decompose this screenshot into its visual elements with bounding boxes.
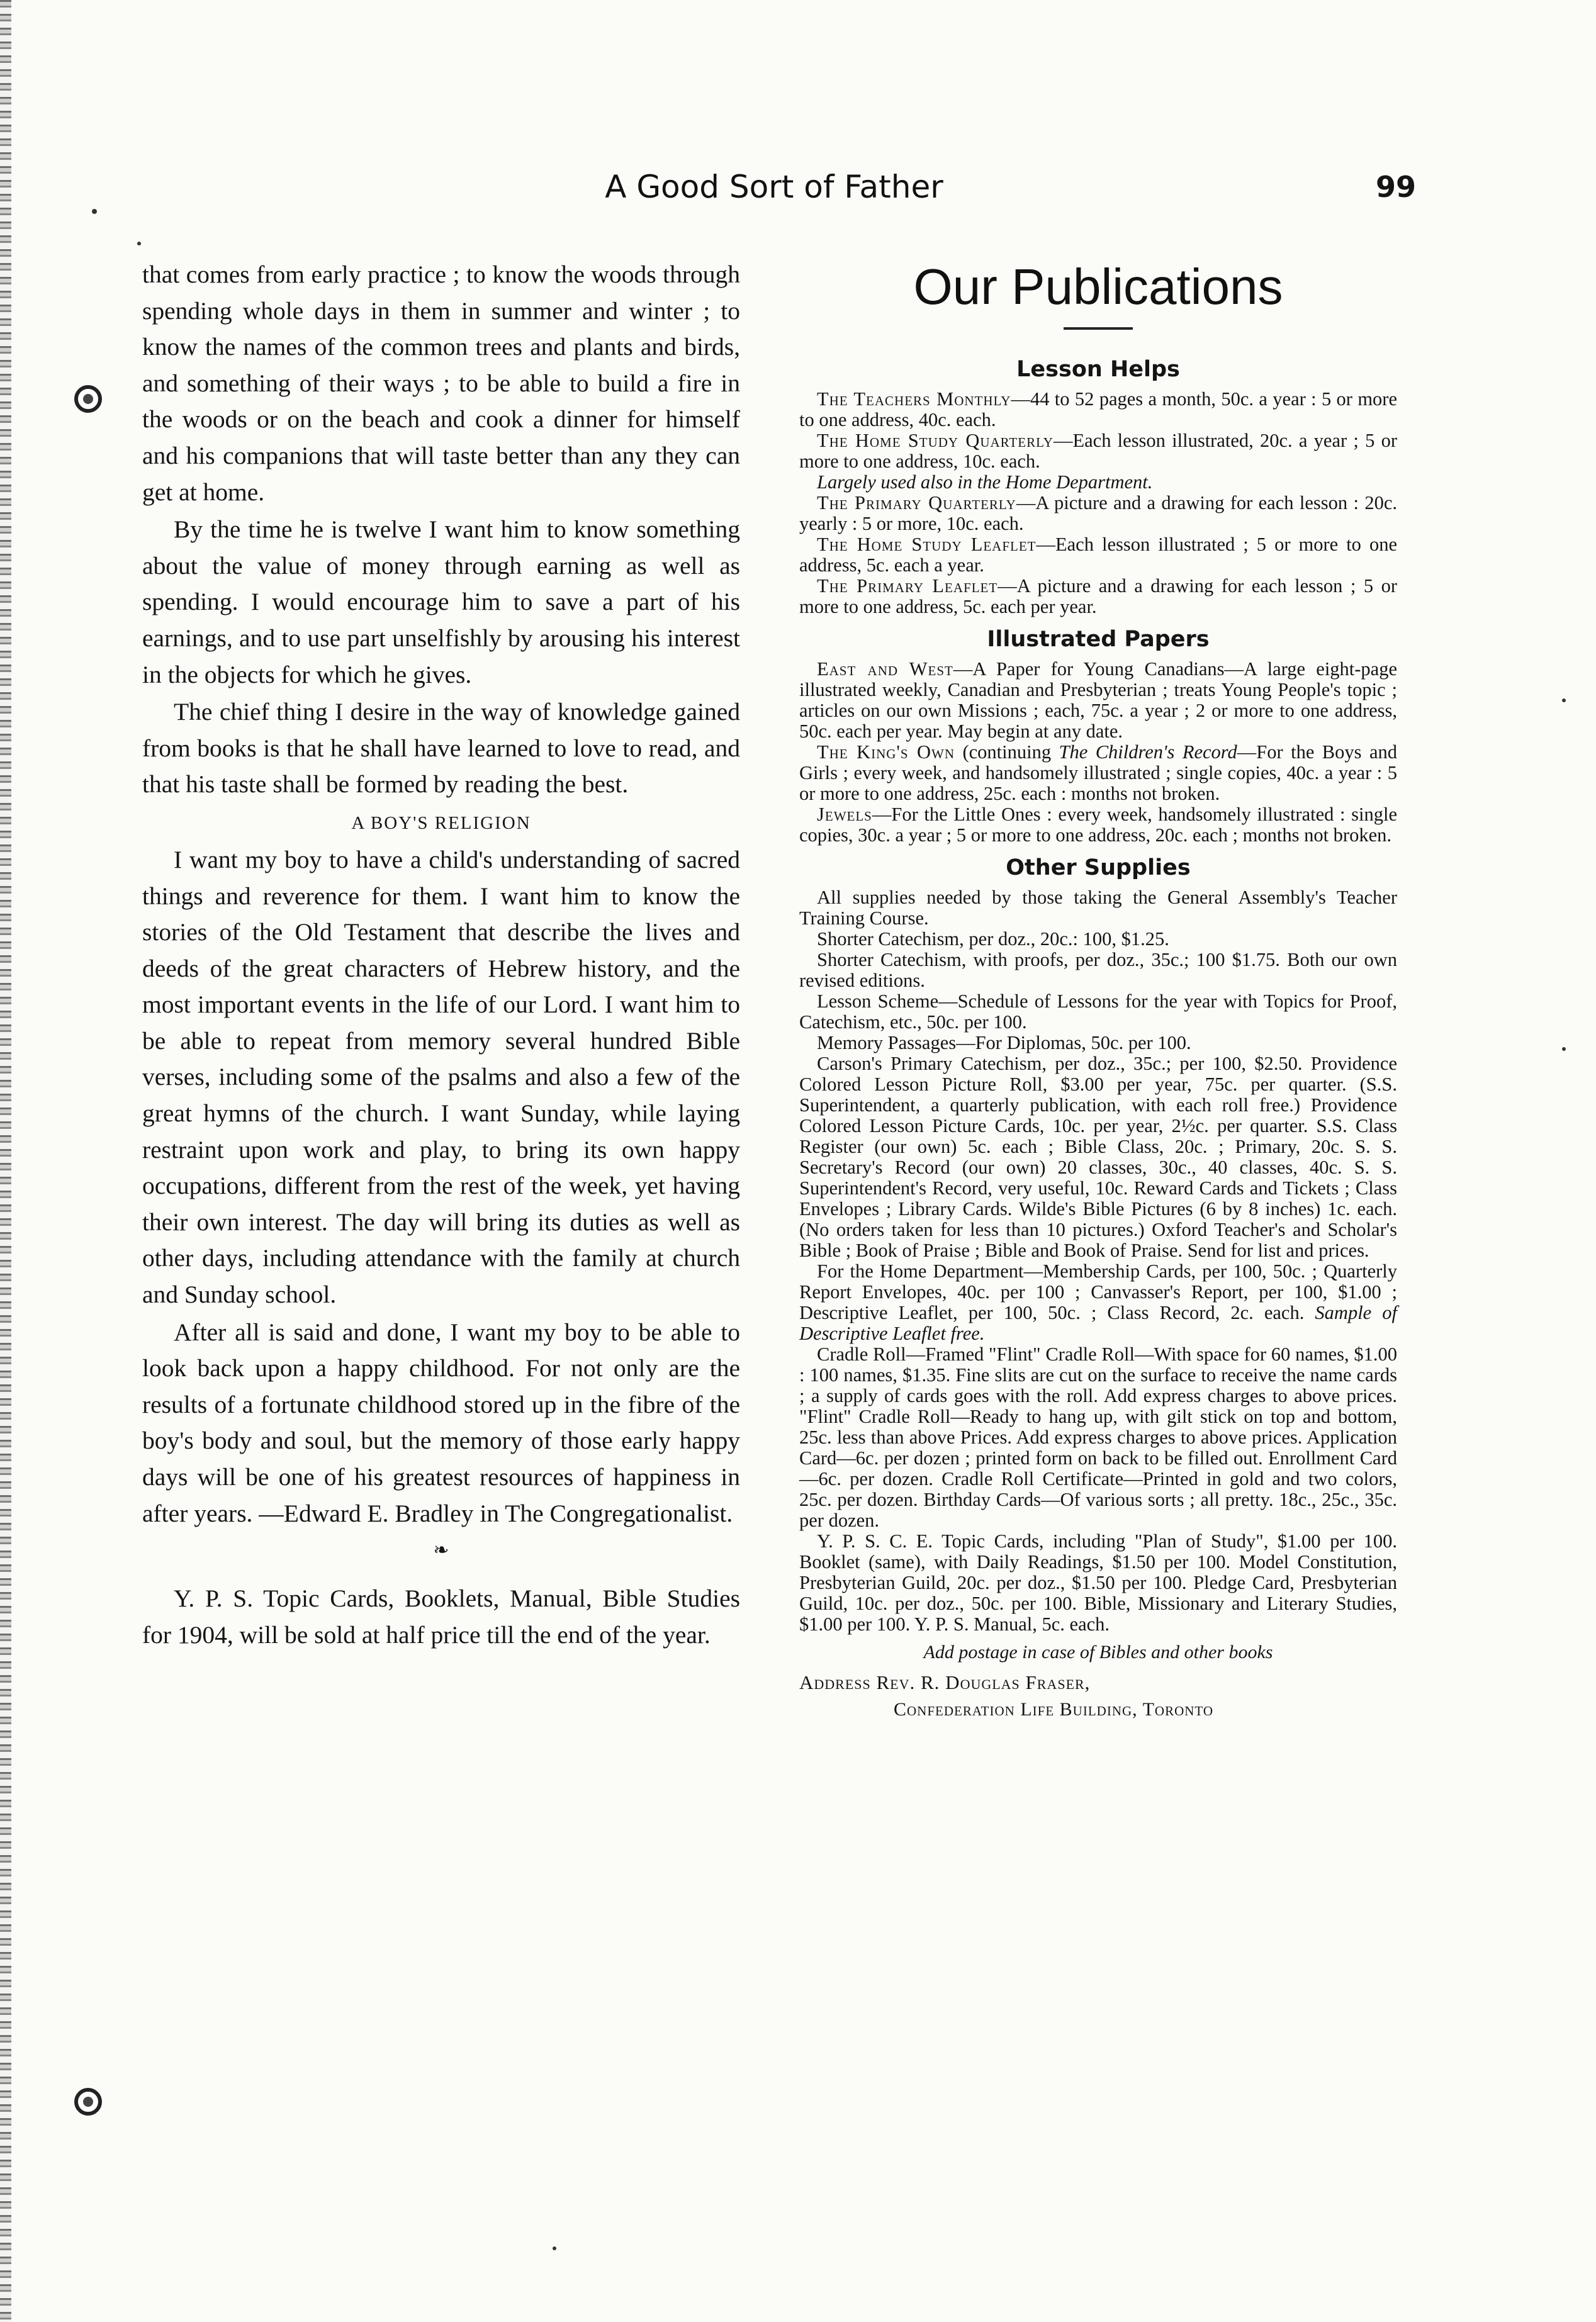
section-subheading: A BOY'S RELIGION: [351, 812, 531, 833]
ink-speck: [92, 209, 97, 214]
publication-entry: The Primary Quarterly—A picture and a drawing for each lesson : 20c. yearly : 5 or more, 10c. each.: [799, 492, 1397, 534]
publication-entry: The Home Study Leaflet—Each lesson illustrated ; 5 or more to one address, 5c. each a year.: [799, 534, 1397, 576]
paragraph: The chief thing I desire in the way of knowledge gained from books is that he shall have learned to love to read, and that his taste shall be formed by reading the best.: [142, 698, 740, 799]
article-column: [142, 257, 740, 1653]
postage-note: Add postage in case of Bibles and other books: [923, 1642, 1273, 1663]
address-line: Address Rev. R. Douglas Fraser,: [799, 1671, 1091, 1693]
supply-entry: Y. P. S. C. E. Topic Cards, including "Plan of Study", $1.00 per 100. Booklet (same), with Daily Readings, $1.50 per 100. Model Constitution, Presbyterian Guild, 20c. per doz., $1.50 per 100. Pledge Card, Presbyterian Guild, 10c. per doz., 50c. per 100. Bible, Missionary and Literary Studies, $1.00 per 100. Y. P. S. Manual, 5c. each.: [799, 1530, 1397, 1635]
publication-entry: The Teachers Monthly—44 to 52 pages a month, 50c. a year : 5 or more to one address, 40c. each.: [799, 388, 1397, 430]
paragraph: By the time he is twelve I want him to know something about the value of money through earning as well as spending. I would encourage him to save a part of his earnings, and to use part unselfishly by arousing his interest in the objects for which he gives.: [142, 515, 740, 688]
section-heading-other-supplies: Other Supplies: [1006, 855, 1191, 880]
address-line: Confederation Life Building, Toronto: [894, 1699, 1214, 1720]
section-heading-illustrated-papers: Illustrated Papers: [987, 627, 1210, 652]
supply-entry: Cradle Roll—Framed "Flint" Cradle Roll—With space for 60 names, $1.00 : 100 names, $1.35. Fine slits are cut on the surface to receive the name cards ; a supply of cards goes with the roll. Add express charges to above prices. "Flint" Cradle Roll—Ready to hang up, with gilt stick on top and bottom, 25c. less than above Prices. Add express charges to above prices. Application Card—6c. per dozen ; printed form on back to be filled out. Enrollment Card—6c. per dozen. Cradle Roll Certificate—Printed in gold and two colors, 25c. per dozen. Birthday Cards—Of various sorts ; all pretty. 18c., 25c., 35c. per dozen.: [799, 1343, 1397, 1531]
publications-advertisement: [799, 257, 1397, 1723]
ink-speck: [1562, 1047, 1566, 1051]
supply-entry: Shorter Catechism, per doz., 20c.: 100, $1.25.: [817, 928, 1169, 950]
notice-paragraph: Y. P. S. Topic Cards, Booklets, Manual, Bible Studies for 1904, will be sold at half price till the end of the year.: [142, 1584, 740, 1649]
publication-entry: Jewels—For the Little Ones : every week, handsomely illustrated : single copies, 30c. a year ; 5 or more to one address, 20c. each ; months not broken.: [799, 804, 1397, 846]
supply-entry: Shorter Catechism, with proofs, per doz., 35c.; 100 $1.75. Both our own revised editions.: [799, 949, 1397, 991]
title-rule: [1064, 327, 1133, 330]
publication-entry: The Primary Leaflet—A picture and a drawing for each lesson ; 5 or more to one address, 5c. each per year.: [799, 575, 1397, 617]
supply-entry: For the Home Department—Membership Cards, per 100, 50c. ; Quarterly Report Envelopes, 40c. per 100 ; Canvasser's Report, per 100, $1.00 ; Descriptive Leaflet, per 100, 50c. ; Class Record, 2c. each. Sample of Descriptive Leaflet free.: [799, 1260, 1398, 1344]
publication-entry: The Home Study Quarterly—Each lesson illustrated, 20c. a year ; 5 or more to one address, 10c. each.: [799, 430, 1397, 472]
paragraph: I want my boy to have a child's understanding of sacred things and reverence for them. I want him to know the stories of the Old Testament that describe the lives and deeds of the great characters of Hebrew history, and the most important events in the life of our Lord. I want him to be able to repeat from memory several hundred Bible verses, including some of the psalms and also a few of the great hymns of the church. I want Sunday, while laying restraint upon work and play, to bring its own happy occupations, different from the rest of the week, yet having their own interest. The day will bring its duties as well as other days, including attendance with the family at church and Sunday school.: [142, 845, 740, 1309]
section-heading-lesson-helps: Lesson Helps: [1016, 357, 1180, 382]
publication-entry: The King's Own (continuing The Children's Record—For the Boys and Girls ; every week, and handsomely illustrated ; single copies, 40c. a year : 5 or more to one address, 25c. each : months not broken.: [799, 741, 1397, 804]
page-number: 99: [1375, 170, 1416, 204]
binding-hole-top: [74, 385, 102, 413]
running-head: A Good Sort of Father: [605, 169, 943, 205]
ad-title: Our Publications: [913, 259, 1283, 315]
supply-entry: Memory Passages—For Diplomas, 50c. per 100.: [817, 1032, 1191, 1053]
supply-entry: Carson's Primary Catechism, per doz., 35c.; per 100, $2.50. Providence Colored Lesson Picture Roll, $3.00 per year, 75c. per quarter. (S.S. Superintendent, a quarterly publication, with each roll free.) Providence Colored Lesson Picture Cards, 10c. per year, 2½c. per quarter. S.S. Class Register (our own) 5c. each ; Bible Class, 20c. ; Primary, 20c. S. S. Secretary's Record (our own) 20 classes, 30c., 40 classes, 40c. S. S. Superintendent's Record, very useful, 10c. Reward Cards and Tickets ; Class Envelopes ; Library Cards. Wilde's Bible Pictures (6 by 8 inches) 1c. each. (No orders taken for less than 10 pictures.) Oxford Teacher's and Scholar's Bible ; Book of Praise ; Bible and Book of Praise. Send for list and prices.: [799, 1053, 1397, 1261]
paragraph: After all is said and done, I want my boy to be able to look back upon a happy childhood. For not only are the results of a fortunate childhood stored up in the fibre of the boy's body and soul, but the memory of those early happy days will be one of his greatest resources of happiness in after years. —Edward E. Bradley in The Congregationalist.: [142, 1318, 740, 1527]
binding-hole-bottom: [74, 2088, 102, 2116]
ink-speck: [137, 242, 141, 245]
publication-note: Largely used also in the Home Department.: [817, 471, 1153, 493]
fleuron-ornament: ❧: [433, 1540, 449, 1561]
publication-entry: East and West—A Paper for Young Canadians—A large eight-page illustrated weekly, Canadian and Presbyterian ; treats Young People's topic ; articles on our own Missions ; each, 75c. a year ; 2 or more to one address, 50c. each per year. May begin at any date.: [799, 658, 1397, 742]
supplies-intro: All supplies needed by those taking the General Assembly's Teacher Training Course.: [799, 887, 1397, 929]
ink-speck: [1562, 698, 1566, 702]
paragraph: that comes from early practice ; to know the woods through spending whole days in them in summer and winter ; to know the names of the common trees and plants and birds, and something of their ways ; to be able to build a fire in the woods or on the beach and cook a dinner for himself and his companions that will taste better than any they can get at home.: [142, 261, 740, 506]
supply-entry: Lesson Scheme—Schedule of Lessons for the year with Topics for Proof, Catechism, etc., 50c. per 100.: [799, 990, 1397, 1033]
ink-speck: [553, 2246, 556, 2250]
scanned-page-edge: [0, 0, 11, 2322]
